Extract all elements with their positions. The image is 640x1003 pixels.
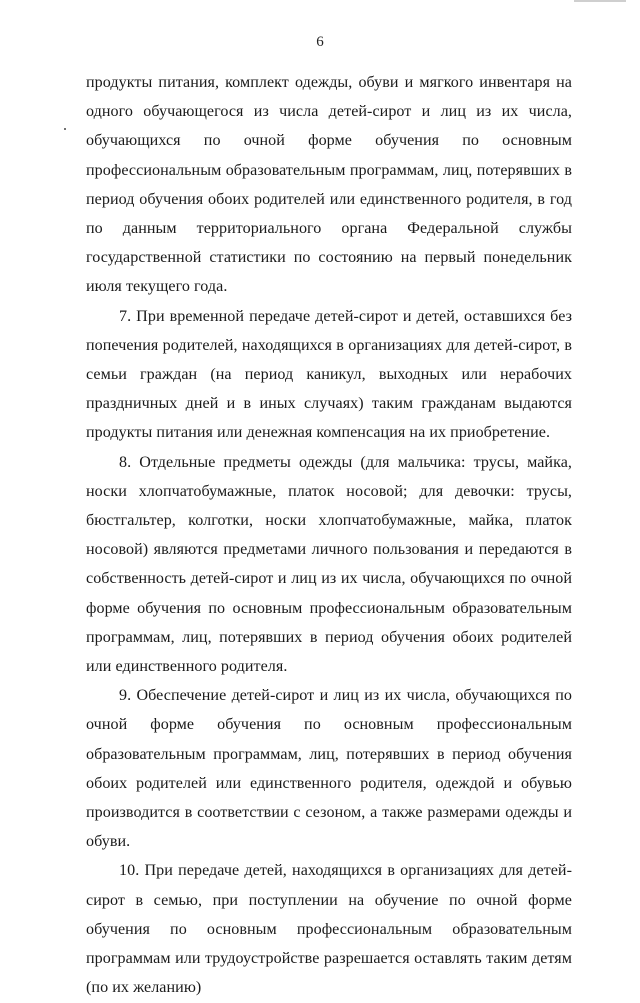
paragraph-9: 9. Обеспечение детей-сирот и лиц из их числа, обучающихся по очной форме обучения по основным профессиональным образовательным программам, лиц, потерявших в период обучения обоих родителей или единственного родителя, одеждой и обувью производится в соответствии с сезоном, а также размерами одежды и обуви. bbox=[86, 687, 572, 851]
page-number: 6 bbox=[316, 34, 324, 50]
scan-edge-mark bbox=[574, 0, 626, 2]
paragraph-10: 10. При передаче детей, находящихся в организациях для детей-сирот в семью, при поступлении на обучение по очной форме обучения по основным профессиональным образовательным программам или трудоустройстве разрешается оставлять таким детям (по их желанию) bbox=[86, 862, 572, 997]
scan-speck bbox=[64, 128, 66, 130]
paragraph-8: 8. Отдельные предметы одежды (для мальчика: трусы, майка, носки хлопчатобумажные, платок носовой; для девочки: трусы, бюстгальтер, колготки, носки хлопчатобумажные, майка, платок носовой) являются предметами личного пользования и передаются в собственность детей-сирот и лиц из их числа, обучающихся по очной форме обучения по основным профессиональным образовательным программам, лиц, потерявших в период обучения обоих родителей или единственного родителя. bbox=[86, 453, 572, 676]
paragraph-7: 7. При временной передаче детей-сирот и детей, оставшихся без попечения родителей, находящихся в организациях для детей-сирот, в семьи граждан (на период каникул, выходных или нерабочих праздничных дней и в иных случаях) таким гражданам выдаются продукты питания или денежная компенсация на их приобретение. bbox=[86, 307, 572, 442]
document-body bbox=[86, 68, 572, 1003]
paragraph-continuation: продукты питания, комплект одежды, обуви и мягкого инвентаря на одного обучающегося из числа детей-сирот и лиц из их числа, обучающихся по очной форме обучения по основным профессиональным образовательным программам, лиц, потерявших в период обучения обоих родителей или единственного родителя, в год по данным территориального органа Федеральной службы государственной статистики по состоянию на первый понедельник июля текущего года. bbox=[86, 74, 572, 296]
